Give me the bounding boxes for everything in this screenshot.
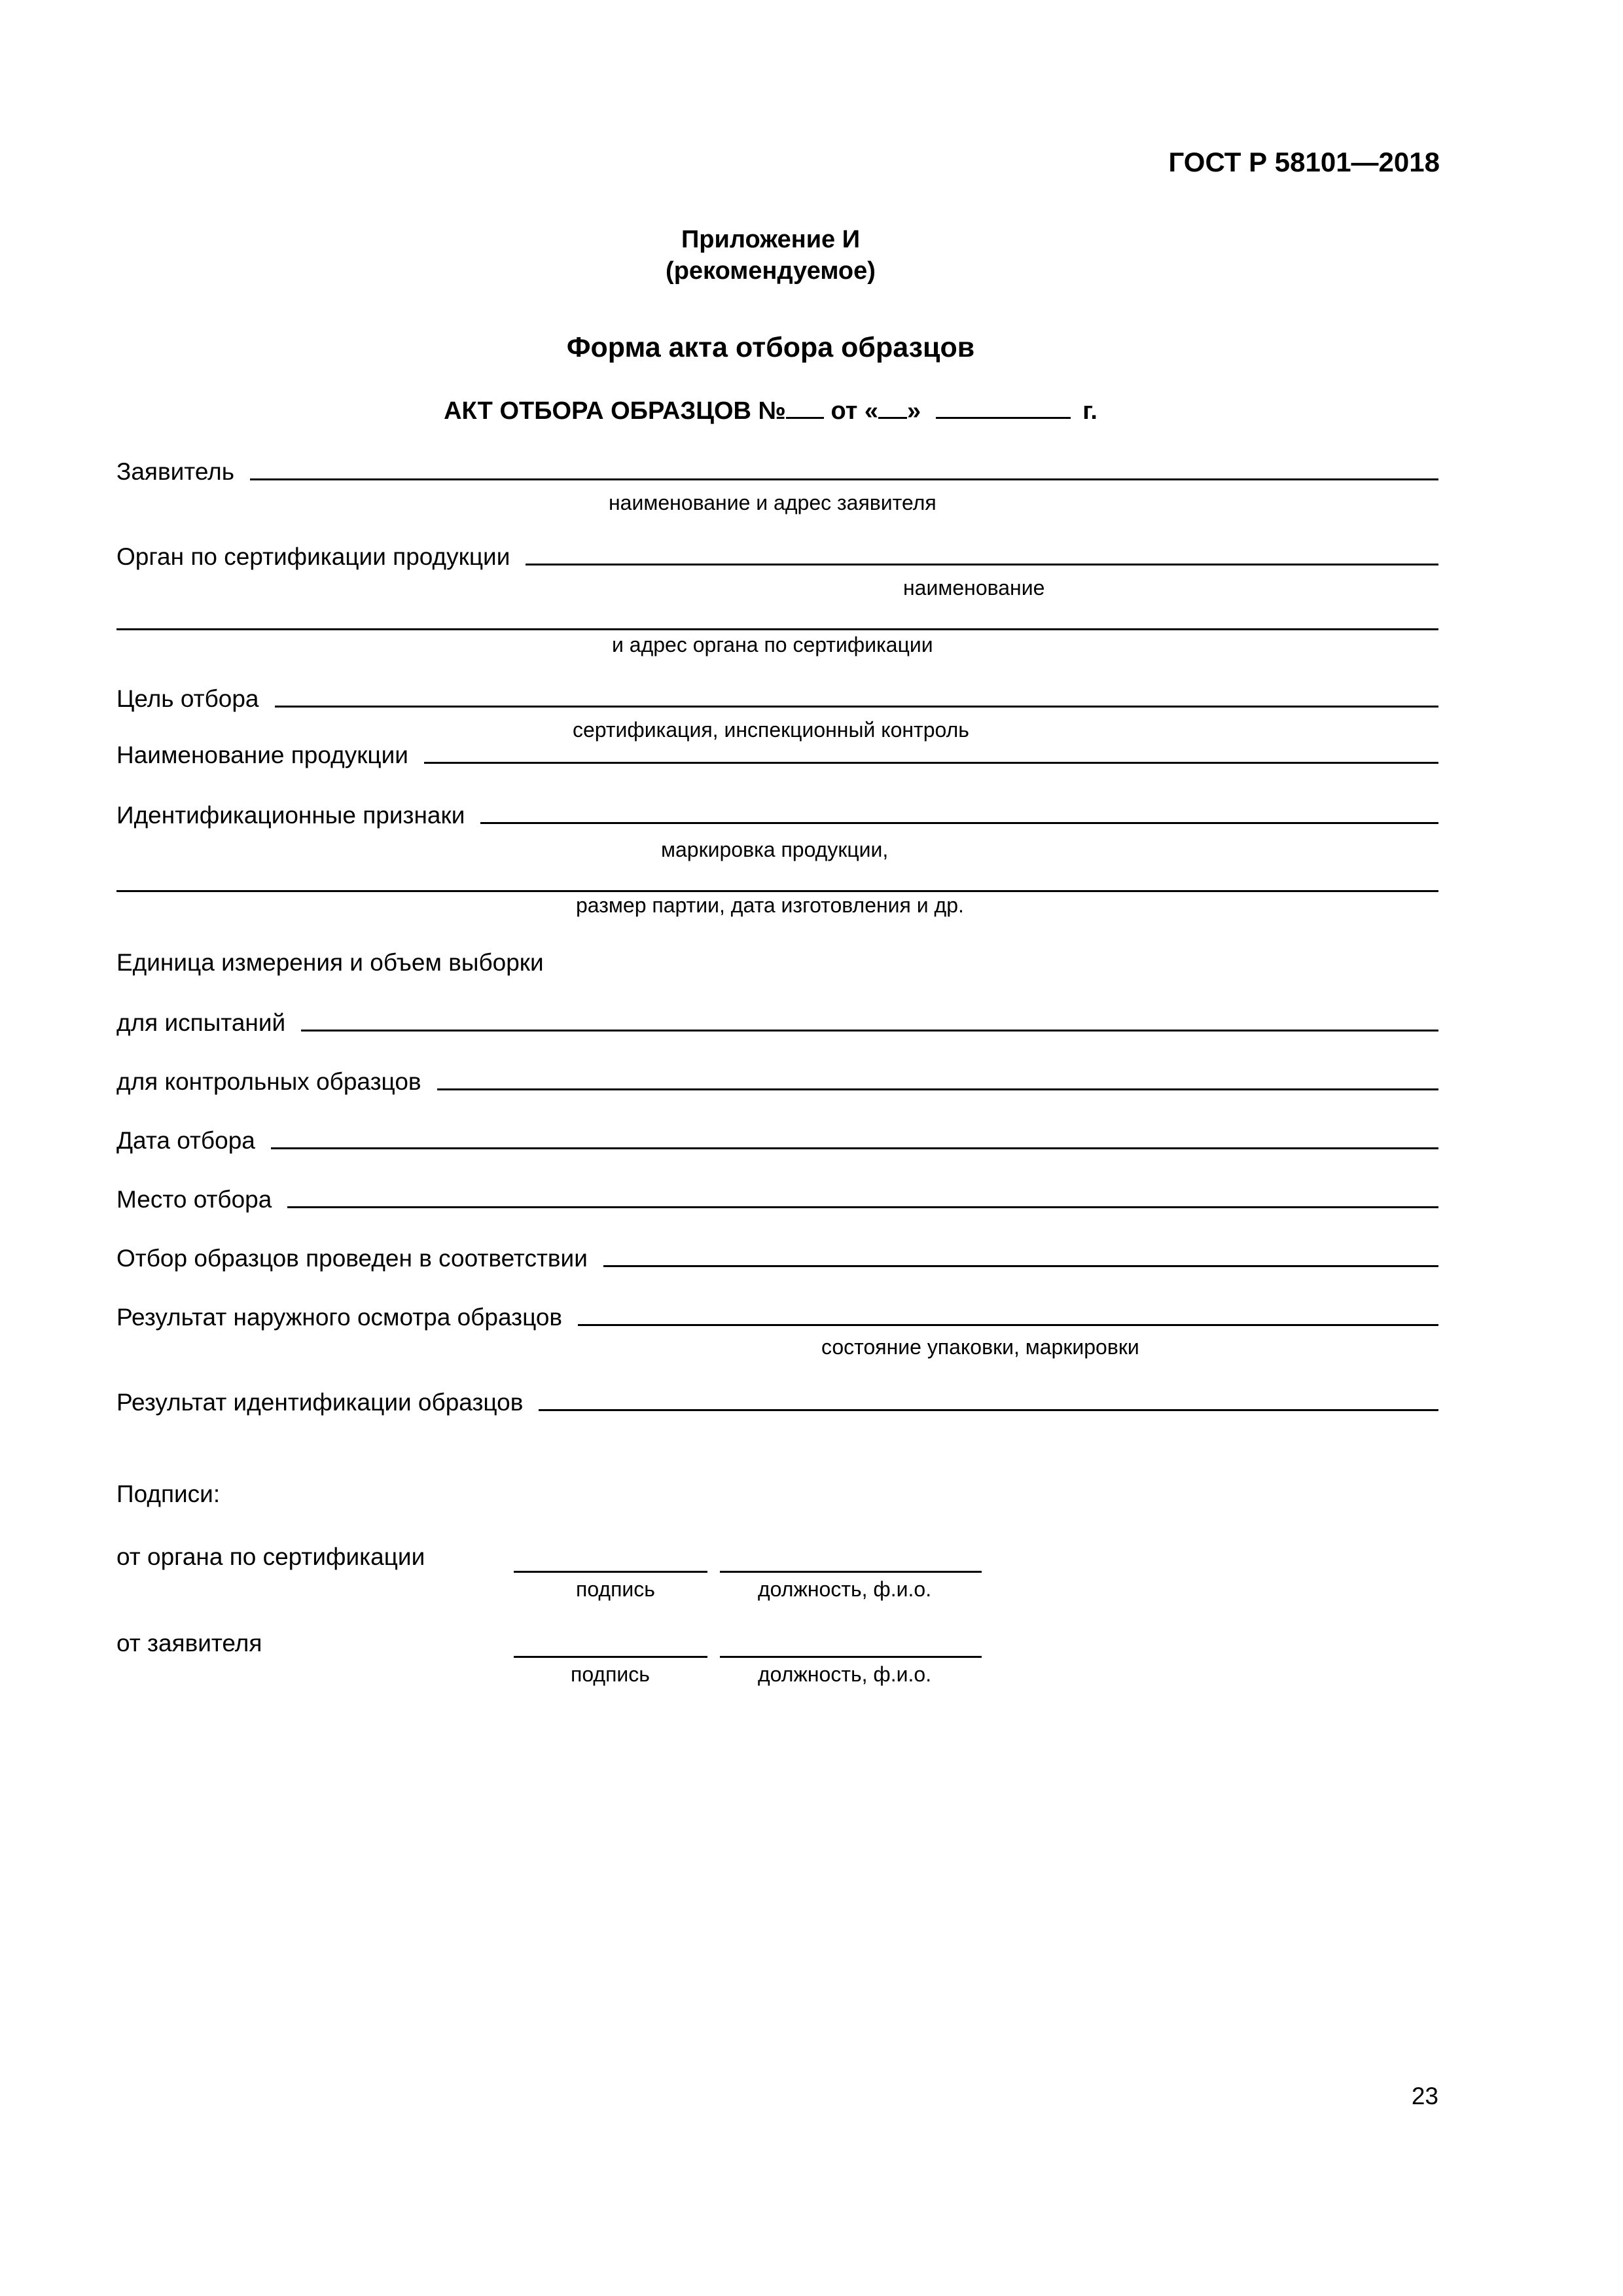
cert-body-label: Орган по сертификации продукции — [116, 543, 510, 570]
page-number: 23 — [1411, 2083, 1438, 2109]
identification-row — [116, 802, 1438, 829]
act-from-label: от « — [830, 397, 879, 425]
act-title — [0, 395, 1541, 425]
purpose-label: Цель отбора — [116, 685, 259, 712]
inspection-label: Результат наружного осмотра образцов — [116, 1304, 563, 1331]
cert-body-field[interactable] — [526, 564, 1438, 565]
purpose-field[interactable] — [275, 706, 1438, 708]
act-number-field[interactable] — [786, 395, 824, 419]
signature-cert-body-position-hint: должность, ф.и.о. — [758, 1577, 932, 1601]
identification-extra-hint: размер партии, дата изготовления и др. — [576, 893, 964, 917]
identification-result-field[interactable] — [539, 1409, 1438, 1411]
signature-applicant-sign-field[interactable] — [514, 1656, 707, 1658]
inspection-row — [116, 1304, 1438, 1331]
conformity-label: Отбор образцов проведен в соответствии — [116, 1245, 588, 1272]
cert-body-address-hint: и адрес органа по сертификации — [612, 633, 933, 656]
purpose-row — [116, 685, 1438, 713]
for-control-row — [116, 1068, 1438, 1096]
signature-applicant-label: от заявителя — [116, 1630, 262, 1657]
applicant-field[interactable] — [250, 478, 1438, 480]
applicant-row — [116, 458, 1438, 486]
cert-body-address-field[interactable] — [116, 628, 1438, 630]
identification-label: Идентификационные признаки — [116, 802, 465, 829]
signature-applicant-position-hint: должность, ф.и.о. — [758, 1662, 932, 1686]
cert-body-hint: наименование — [903, 576, 1045, 600]
act-quote-close: » — [907, 397, 921, 425]
signature-applicant-sign-hint: подпись — [571, 1662, 650, 1686]
for-tests-field[interactable] — [301, 1030, 1438, 1031]
signature-cert-body-sign-hint: подпись — [576, 1577, 655, 1601]
identification-result-label: Результат идентификации образцов — [116, 1389, 524, 1416]
for-tests-row — [116, 1009, 1438, 1037]
inspection-field[interactable] — [578, 1324, 1438, 1326]
act-year-suffix: г. — [1082, 397, 1097, 425]
identification-result-row — [116, 1389, 1438, 1416]
conformity-field[interactable] — [603, 1265, 1438, 1267]
product-name-label: Наименование продукции — [116, 742, 408, 768]
product-name-row — [116, 742, 1438, 769]
signature-cert-body-position-field[interactable] — [720, 1571, 982, 1573]
date-row — [116, 1127, 1438, 1155]
signature-cert-body-label: от органа по сертификации — [116, 1543, 425, 1570]
product-name-field[interactable] — [424, 762, 1438, 764]
form-title: Форма акта отбора образцов — [566, 332, 975, 363]
date-label: Дата отбора — [116, 1127, 255, 1154]
place-field[interactable] — [287, 1206, 1438, 1208]
place-label: Место отбора — [116, 1186, 272, 1213]
appendix-title: Приложение И — [681, 226, 861, 253]
for-control-field[interactable] — [437, 1088, 1438, 1090]
act-title-prefix: АКТ ОТБОРА ОБРАЗЦОВ № — [444, 397, 786, 425]
conformity-row — [116, 1245, 1438, 1272]
act-day-field[interactable] — [878, 395, 907, 419]
appendix-note: (рекомендуемое) — [666, 257, 876, 285]
identification-field[interactable] — [480, 822, 1438, 824]
signature-applicant-position-field[interactable] — [720, 1656, 982, 1658]
act-month-field[interactable] — [936, 395, 1071, 419]
purpose-hint: сертификация, инспекционный контроль — [573, 718, 969, 742]
for-control-label: для контрольных образцов — [116, 1068, 421, 1095]
applicant-label: Заявитель — [116, 458, 235, 485]
applicant-hint: наименование и адрес заявителя — [609, 491, 936, 514]
place-row — [116, 1186, 1438, 1213]
signature-cert-body-sign-field[interactable] — [514, 1571, 707, 1573]
for-tests-label: для испытаний — [116, 1009, 286, 1036]
date-field[interactable] — [271, 1147, 1438, 1149]
identification-hint: маркировка продукции, — [661, 838, 889, 861]
document-code: ГОСТ Р 58101—2018 — [1168, 147, 1440, 177]
unit-heading: Единица измерения и объем выборки — [116, 949, 544, 976]
cert-body-row — [116, 543, 1438, 571]
signatures-heading: Подписи: — [116, 1480, 221, 1507]
identification-extra-field[interactable] — [116, 890, 1438, 892]
inspection-hint: состояние упаковки, маркировки — [821, 1335, 1139, 1359]
